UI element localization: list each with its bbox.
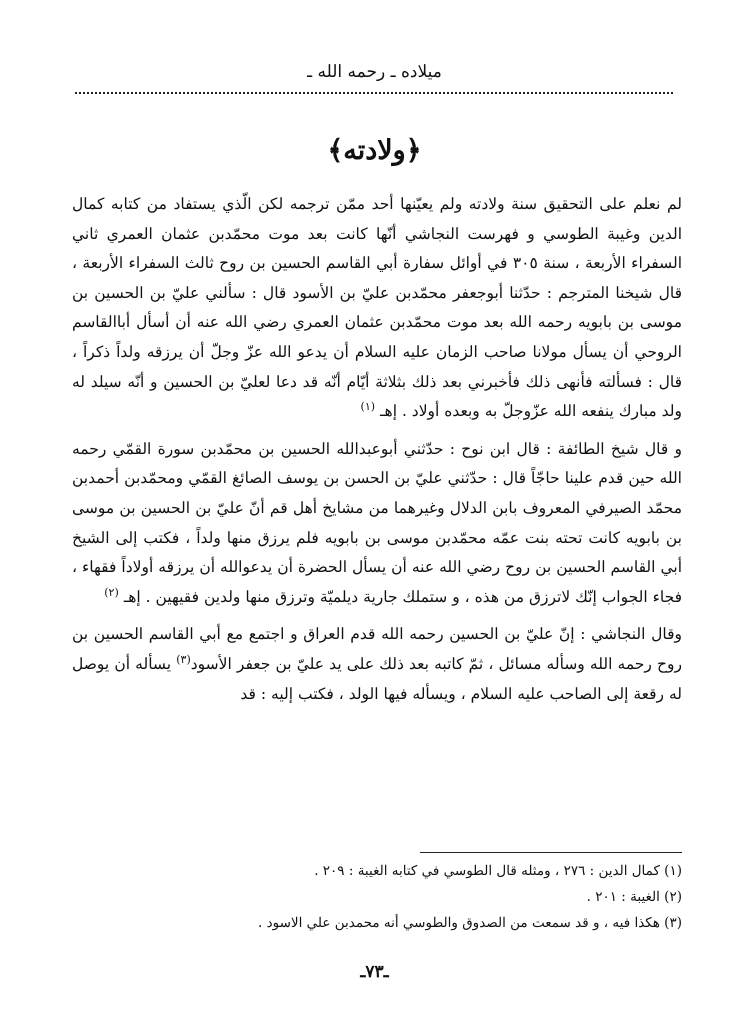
footnote-ref-2: (٢)	[104, 585, 119, 599]
footnote-rule	[420, 852, 682, 853]
paragraph-2-text: و قال شيخ الطائفة : قال ابن نوح : حدّثني أبوعبدالله الحسين بن محمّدبن سورة القمّي رحمه الله حين قدم علينا حاجّاً قال : حدّثني عليّ بن الحسن بن يوسف الصائغ القمّي ومحمّدبن أحمدبن محمّد الصيرفي المعروف بابن الدلال وغيرهما من مشايخ أهل قم أنّ عليّ بن الحسين بن موسى بن بابويه كانت تحته بنت عمّه محمّدبن موسى بن بابويه فلم يرزق منها ولداً ، فكتب إلى الشيخ أبي القاسم الحسين بن روح رضي الله عنه أن يسأل الحضرة أن يدعوالله أن يرزقه أولاداً فقهاء ، فجاء الجواب إنّك لاترزق من هذه ، و ستملك جارية ديلميّة وترزق منها ولدين فقيهين . إهـ	[72, 439, 682, 606]
header-dotted-rule	[75, 92, 673, 94]
paragraph-3-continuation: يسأله أن يوصل له رقعة إلى الصاحب عليه السلام ، ويسأله فيها الولد ، فكتب إليه : قد	[72, 654, 682, 703]
paragraph-3	[72, 620, 682, 709]
running-header: ميلاده ـ رحمه الله ـ	[307, 62, 442, 82]
paragraph-2	[72, 435, 682, 613]
page-number: ـ٧٣ـ	[360, 962, 389, 982]
footnote-1: (١) كمال الدين : ٢٧٦ ، ومثله قال الطوسي في كتابه الغيبة : ٢٠٩ .	[314, 863, 682, 879]
paragraph-1-text: لم نعلم على التحقيق سنة ولادته ولم يعيّنها أحد ممّن ترجمه لكن الّذي يستفاد من كتابه كمال الدين وغيبة الطوسي و فهرست النجاشي أنّها كانت بعد موت محمّدبن عثمان العمري ثاني السفراء الأربعة ، سنة ٣٠٥ في أوائل سفارة أبي القاسم الحسين بن روح ثالث السفراء الأربعة ، قال شيخنا المترجم : حدّثنا أبوجعفر محمّدبن عليّ بن الأسود قال : سألني عليّ بن الحسين بن موسى بن بابويه رحمه الله بعد موت محمّدبن عثمان العمري رضي الله عنه أن أسأل أباالقاسم الروحي أن يسأل مولانا صاحب الزمان عليه السلام أن يدعو الله عزّ وجلّ أن يرزقه ولداً ذكراً ، قال : فسألته فأنهى ذلك فأخبرني بعد ذلك بثلاثة أيّام أنّه قد دعا لعليّ بن الحسين و أنّه سيلد له ولد مبارك ينفعه الله عزّوجلّ به وبعده أولاد . إهـ	[72, 195, 682, 421]
footnote-3: (٣) هكذا فيه ، و قد سمعت من الصدوق والطوسي أنه محمدبن علي الاسود .	[258, 915, 682, 931]
paragraph-3-text: وقال النجاشي : إنّ عليّ بن الحسين رحمه الله قدم العراق و اجتمع مع أبي القاسم الحسين بن روح رحمه الله وسأله مسائل ، ثمّ كاتبه بعد ذلك على يد عليّ بن جعفر الأسود	[72, 625, 682, 673]
footnotes	[180, 858, 682, 936]
paragraph-1	[72, 190, 682, 427]
footnote-ref-1: (١)	[360, 400, 376, 413]
body-text	[72, 190, 682, 717]
chapter-title: ﴿ولادته﴾	[327, 135, 422, 166]
footnote-2: (٢) الغيبة : ٢٠١ .	[586, 889, 682, 905]
footnote-ref-3: (٣)	[176, 652, 191, 666]
